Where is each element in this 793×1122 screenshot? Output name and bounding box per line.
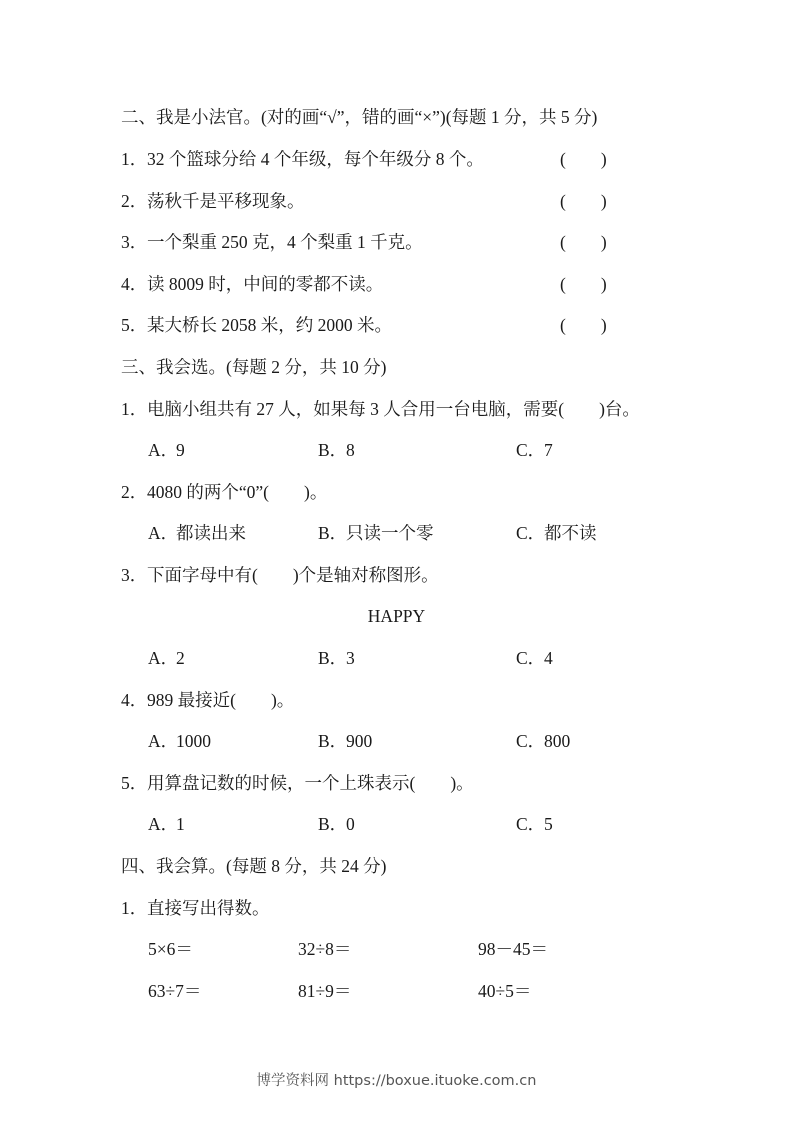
option-b[interactable]: B．3 xyxy=(318,648,355,668)
option-c[interactable]: C．4 xyxy=(516,648,553,668)
judge-item-4 xyxy=(121,272,383,296)
section-4-title: 四、我会算。(每题 8 分，共 24 分) xyxy=(121,856,387,876)
item-number: 5． xyxy=(121,315,148,335)
option-c[interactable]: C．5 xyxy=(516,814,553,834)
item-number: 3． xyxy=(121,232,148,252)
question-number: 3． xyxy=(121,565,148,585)
choice-question-1 xyxy=(121,397,640,421)
choice-question-5 xyxy=(121,771,474,795)
option-a[interactable]: A．1 xyxy=(148,814,185,834)
calc-item[interactable]: 40÷5＝ xyxy=(478,981,532,1001)
item-number: 2． xyxy=(121,191,148,211)
option-b[interactable]: B．900 xyxy=(318,731,373,751)
judge-item-3 xyxy=(121,230,423,254)
item-text: 32 个篮球分给 4 个年级，每个年级分 8 个。 xyxy=(147,149,484,169)
item-text: 某大桥长 2058 米，约 2000 米。 xyxy=(147,315,392,335)
calc-question-1 xyxy=(121,896,270,920)
question-number: 1． xyxy=(121,399,148,419)
calc-item[interactable]: 81÷9＝ xyxy=(298,981,352,1001)
question-number: 1． xyxy=(121,898,148,918)
judge-item-1 xyxy=(121,147,484,171)
calc-item[interactable]: 5×6＝ xyxy=(148,939,193,959)
calc-item[interactable]: 32÷8＝ xyxy=(298,939,352,959)
option-a[interactable]: A．都读出来 xyxy=(148,523,246,543)
letters-figure: HAPPY xyxy=(367,606,426,626)
question-text: 4080 的两个“0”( )。 xyxy=(147,482,328,502)
item-text: 读 8009 时，中间的零都不读。 xyxy=(147,274,384,294)
question-number: 4． xyxy=(121,690,148,710)
question-text: 用算盘记数的时候，一个上珠表示( )。 xyxy=(147,773,474,793)
section-2-title: 二、我是小法官。(对的画“√”，错的画“×”)(每题 1 分，共 5 分) xyxy=(121,107,598,127)
option-b[interactable]: B．只读一个零 xyxy=(318,523,434,543)
answer-blank[interactable]: ( ) xyxy=(560,315,607,335)
item-number: 1． xyxy=(121,149,148,169)
option-c[interactable]: C．7 xyxy=(516,440,553,460)
answer-blank[interactable]: ( ) xyxy=(560,191,607,211)
option-c[interactable]: C．800 xyxy=(516,731,571,751)
option-c[interactable]: C．都不读 xyxy=(516,523,597,543)
question-number: 2． xyxy=(121,482,148,502)
answer-blank[interactable]: ( ) xyxy=(560,149,607,169)
item-number: 4． xyxy=(121,274,148,294)
question-text: 电脑小组共有 27 人，如果每 3 人合用一台电脑，需要( )台。 xyxy=(147,399,640,419)
choice-question-4 xyxy=(121,688,294,712)
option-a[interactable]: A．9 xyxy=(148,440,185,460)
item-text: 一个梨重 250 克，4 个梨重 1 千克。 xyxy=(147,232,423,252)
footer-watermark: 博学资料网 https://boxue.ituoke.com.cn xyxy=(256,1073,537,1089)
item-text: 荡秋千是平移现象。 xyxy=(147,191,305,211)
judge-item-2 xyxy=(121,189,305,213)
question-text: 下面字母中有( )个是轴对称图形。 xyxy=(147,565,439,585)
option-b[interactable]: B．8 xyxy=(318,440,355,460)
section-3-title: 三、我会选。(每题 2 分，共 10 分) xyxy=(121,357,387,377)
choice-question-3 xyxy=(121,563,439,587)
calc-item[interactable]: 63÷7＝ xyxy=(148,981,202,1001)
question-text: 直接写出得数。 xyxy=(147,898,270,918)
option-b[interactable]: B．0 xyxy=(318,814,355,834)
answer-blank[interactable]: ( ) xyxy=(560,232,607,252)
question-text: 989 最接近( )。 xyxy=(147,690,295,710)
calc-item[interactable]: 98－45＝ xyxy=(478,939,548,959)
option-a[interactable]: A．1000 xyxy=(148,731,211,751)
judge-item-5 xyxy=(121,313,392,337)
answer-blank[interactable]: ( ) xyxy=(560,274,607,294)
choice-question-2 xyxy=(121,480,327,504)
option-a[interactable]: A．2 xyxy=(148,648,185,668)
question-number: 5． xyxy=(121,773,148,793)
